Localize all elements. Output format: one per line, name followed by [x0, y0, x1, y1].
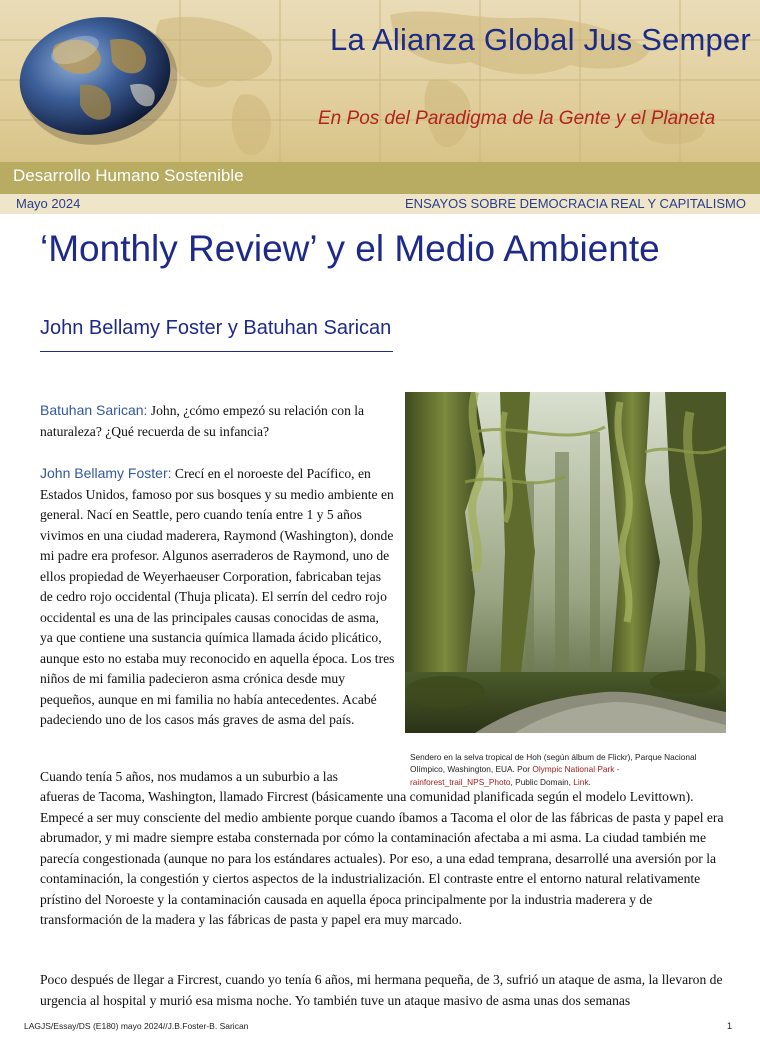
- paragraph-text: afueras de Tacoma, Washington, llamado Fircrest (básicamente una comunidad planificada según el modelo Levittown). Empecé a ser muy consciente del medio ambiente porque cuando íbamos a Tacoma el olor de las fábricas de pasta y papel era abrumador, y mi madre siempre estaba consternada por cómo la contaminación afectaba a mi asma. La ciudad también me parecía congestionada (aunque no para los estándares actuales). Por eso, a una edad temprana, desarrollé una aversión por la contaminación, la congestión y ciertos aspectos de la industrialización. El contraste entre el entorno natural relativamente prístino del Noroeste y la contaminación causada en aquella época principalmente por la industria maderera y de transformación de la madera y las fábricas de pasta y papel era muy marcado.: [40, 789, 724, 927]
- paragraph-answer: [40, 463, 395, 731]
- caption-text: , Public Domain,: [510, 776, 574, 787]
- article-title: ‘Monthly Review’ y el Medio Ambiente: [40, 228, 660, 269]
- paragraph-move-start: [40, 767, 395, 788]
- paragraph-move-continued: [40, 787, 725, 931]
- series-label: ENSAYOS SOBRE DEMOCRACIA REAL Y CAPITALISMO: [405, 196, 746, 211]
- site-title: La Alianza Global Jus Semper: [330, 22, 751, 57]
- section-label: Desarrollo Humano Sostenible: [13, 166, 244, 185]
- caption-text: .: [588, 776, 591, 787]
- page-number: 1: [726, 1021, 732, 1031]
- footer-reference: LAGJS/Essay/DS (E180) mayo 2024//J.B.Foster-B. Sarican: [24, 1021, 249, 1031]
- paragraph-text: John, ¿cómo empezó su relación con la naturaleza? ¿Qué recuerda de su infancia?: [40, 403, 365, 439]
- paragraph-question: [40, 400, 395, 442]
- header-banner: [0, 0, 760, 162]
- paragraph-sister: [40, 970, 725, 1011]
- publication-date: Mayo 2024: [16, 196, 81, 211]
- caption-license-link[interactable]: Link: [573, 776, 589, 787]
- speaker-label: John Bellamy Foster:: [40, 465, 172, 481]
- paragraph-text: Crecí en el noroeste del Pacífico, en Estados Unidos, famoso por sus bosques y su medio ambiente en general. Nací en Seattle, pero cuando tenía entre 1 y 5 años vivimos en una ciudad maderera, Raymond (Washington), donde mi padre era profesor. Algunos aserraderos de Raymond, uno de ellos propiedad de Weyerhaeuser Corporation, fabricaban tejas de cedro rojo occidental (Thuja plicata). El serrín del cedro rojo occidental es una de las principales causas conocidas de asma, ya que contiene una sustancia química llamada ácido plicático, aunque esto no estaba muy reconocido en aquella época. Los tres niños de mi familia padecieron asma crónica desde muy pequeños, aunque en mi familia no había antecedentes. Acabé padeciendo uno de los casos más graves de asma del país.: [40, 466, 395, 727]
- paragraph-text: Cuando tenía 5 años, nos mudamos a un suburbio a las: [40, 769, 338, 784]
- site-subtitle: En Pos del Paradigma de la Gente y el Planeta: [318, 108, 716, 129]
- paragraph-text: Poco después de llegar a Fircrest, cuando yo tenía 6 años, mi hermana pequeña, de 3, sufrió un ataque de asma, la llevaron de urgencia al hospital y murió esa misma noche. Yo también tuve un ataque masivo de asma unas dos semanas: [40, 972, 723, 1008]
- speaker-label: Batuhan Sarican:: [40, 402, 148, 418]
- caption-photo-link[interactable]: Olympic National Park - rainforest_trail_NPS_Photo: [410, 764, 620, 787]
- forest-trail-photo: [405, 392, 726, 733]
- photo-caption: [410, 751, 720, 788]
- article-authors: John Bellamy Foster y Batuhan Sarican: [40, 317, 392, 339]
- author-divider: [40, 351, 393, 352]
- caption-text: Sendero en la selva tropical de Hoh (según álbum de Flickr), Parque Nacional Olímpico, Washington, EUA. Por: [410, 752, 697, 775]
